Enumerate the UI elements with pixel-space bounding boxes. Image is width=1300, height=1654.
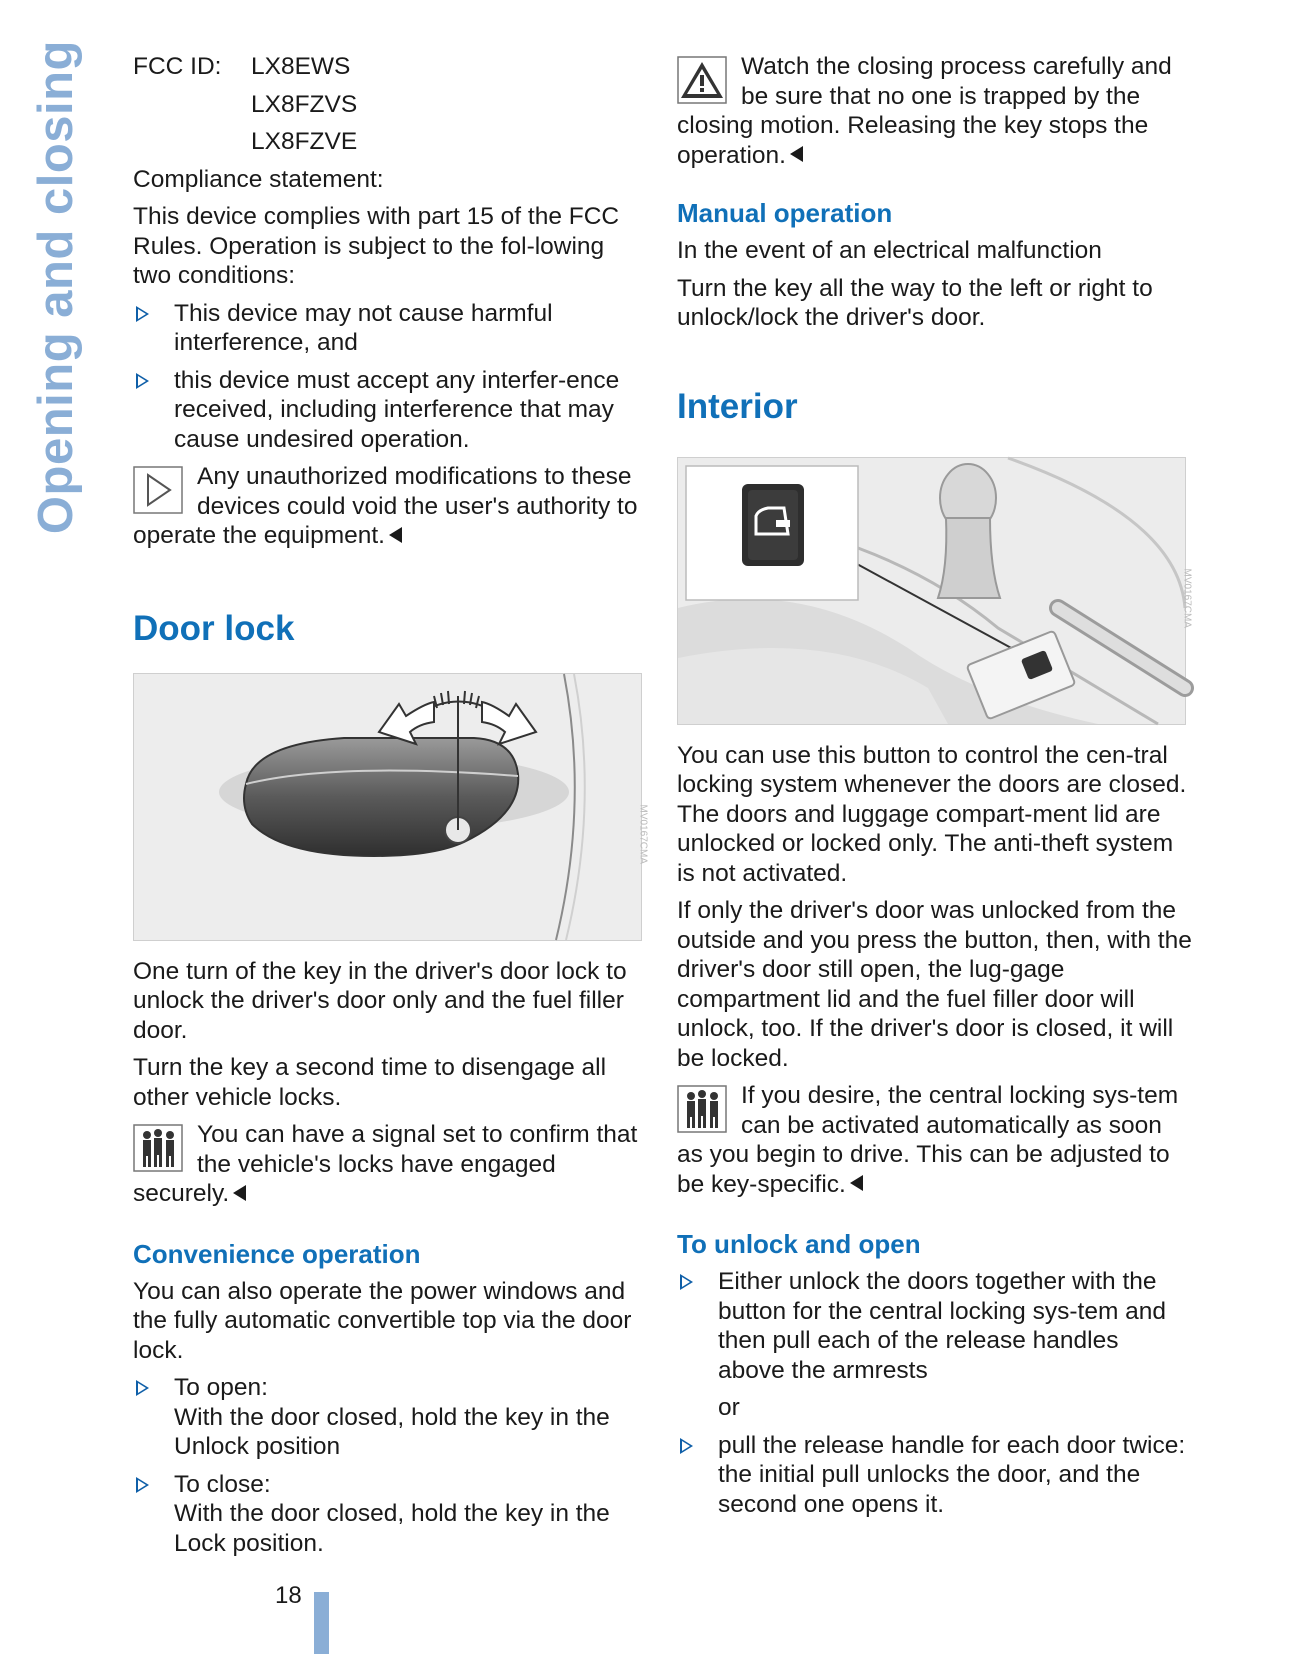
unlock-open-heading: To unlock and open — [677, 1229, 921, 1259]
page-number: 18 — [275, 1582, 302, 1609]
warning-block — [677, 52, 1192, 170]
door-handle-drawing — [134, 674, 641, 940]
bullet-triangle-icon — [680, 1274, 693, 1290]
service-people-icon — [677, 1085, 727, 1133]
end-mark-icon — [233, 1185, 246, 1201]
convenience-text: You can also operate the power windows and the fully automatic convertible top via the door lock. — [133, 1277, 632, 1364]
interior-paragraph: If only the driver's door was unlocked from the outside and you press the button, then, with the driver's door still open, the lug-gage compartment lid and the fuel filler door will unlock, too. If the driver's door is closed, it will be locked. — [677, 897, 1192, 1072]
unlock-list — [677, 1431, 1192, 1520]
list-item: To open: With the door closed, hold the key in the Unlock position — [133, 1373, 643, 1462]
note-block — [133, 1120, 643, 1209]
warning-text: Watch the closing process carefully and be sure that no one is trapped by the closing motion. Releasing the key stops the operation. — [677, 53, 1172, 169]
compliance-label: Compliance statement: — [133, 165, 384, 193]
left-column — [133, 52, 648, 1566]
list-item: this device must accept any interfer-ence received, including interference that may cause undesired operation. — [133, 366, 643, 455]
list-item: pull the release handle for each door twice: the initial pull unlocks the door, and the second one opens it. — [677, 1431, 1192, 1520]
manual-paragraph: In the event of an electrical malfunction — [677, 237, 1102, 264]
end-mark-icon — [790, 146, 803, 162]
note-text: Any unauthorized modifications to these devices could void the user's authority to operate the equipment. — [133, 463, 638, 549]
unlock-list — [677, 1267, 1192, 1385]
interior-paragraph: You can use this button to control the cen-tral locking system whenever the doors are closed. The doors and luggage compart-ment lid are unlocked or locked only. The anti-theft system is not activated. — [677, 741, 1187, 887]
side-tab-label: Opening and closing — [29, 40, 83, 535]
fcc-id: LX8FZVS — [251, 90, 358, 118]
door-lock-paragraph: Turn the key a second time to disengage all other vehicle locks. — [133, 1054, 607, 1111]
door-lock-illustration — [133, 673, 648, 941]
door-lock-heading: Door lock — [133, 608, 295, 648]
warning-icon — [677, 56, 727, 104]
note-block — [677, 1081, 1192, 1199]
service-people-icon — [133, 1124, 183, 1172]
end-mark-icon — [389, 527, 402, 543]
convenience-list — [133, 1373, 643, 1558]
door-lock-paragraph: One turn of the key in the driver's door lock to unlock the driver's door only and the fuel filler door. — [133, 957, 627, 1044]
figure-code: MV0167CMA — [637, 804, 648, 864]
manual-paragraph: Turn the key all the way to the left or right to unlock/lock the driver's door. — [677, 274, 1153, 331]
interior-illustration — [677, 457, 1192, 725]
interior-heading: Interior — [677, 386, 798, 426]
section-side-tab — [30, 40, 82, 600]
list-item: To close: With the door closed, hold the key in the Lock position. — [133, 1470, 643, 1559]
end-mark-icon — [850, 1175, 863, 1191]
bullet-triangle-icon — [136, 306, 149, 322]
right-column — [677, 52, 1192, 1527]
figure-code: MV0167CMA — [1181, 568, 1192, 628]
bullet-triangle-icon — [680, 1438, 693, 1454]
fcc-label: FCC ID: — [133, 53, 222, 80]
center-console-drawing — [678, 458, 1185, 724]
bullet-triangle-icon — [136, 1380, 149, 1396]
page-number-bar — [314, 1592, 329, 1654]
note-text: If you desire, the central locking sys-tem can be activated automatically as soon as you begin to drive. This can be adjusted to be key-specific. — [677, 1082, 1179, 1198]
note-triangle-icon — [133, 466, 183, 514]
bullet-triangle-icon — [136, 1477, 149, 1493]
note-block — [133, 462, 643, 551]
conditions-list — [133, 299, 643, 455]
compliance-text: This device complies with part 15 of the FCC Rules. Operation is subject to the fol-lowing two conditions: — [133, 203, 620, 289]
fcc-id-block — [133, 52, 643, 157]
manual-operation-heading: Manual operation — [677, 198, 893, 228]
list-item: This device may not cause harmful interference, and — [133, 299, 643, 358]
list-item: Either unlock the doors together with the button for the central locking sys-tem and then pull each of the release handles above the armrests — [677, 1267, 1192, 1385]
convenience-heading: Convenience operation — [133, 1238, 421, 1269]
bullet-triangle-icon — [136, 373, 149, 389]
note-text: You can have a signal set to confirm that the vehicle's locks have engaged securely. — [133, 1121, 638, 1207]
fcc-id: LX8FZVE — [251, 128, 358, 155]
fcc-id: LX8EWS — [251, 53, 351, 80]
or-text: or — [718, 1394, 740, 1421]
